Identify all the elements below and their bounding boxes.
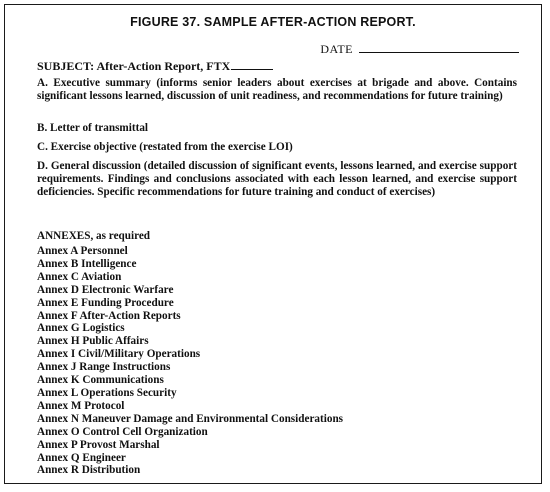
annex-item: Annex O Control Cell Organization [37,425,208,438]
date-line [320,42,519,57]
item-c: C. Exercise objective (restated from the exercise LOI) [37,141,293,153]
annex-item: Annex H Public Affairs [37,335,149,348]
annex-item: Annex F After-Action Reports [37,309,181,322]
annex-item: Annex I Civil/Military Operations [37,348,201,361]
item-b: B. Letter of transmittal [37,122,149,134]
annex-item: Annex A Personnel [37,245,128,257]
annex-item: Annex R Distribution [37,464,141,477]
annex-item: Annex N Maneuver Damage and Environmental Considerations [37,412,344,425]
annex-item: Annex M Protocol [37,399,125,412]
annex-item: Annex K Communications [37,374,164,387]
annex-list [37,245,517,477]
report-frame [4,4,542,484]
annexes-heading: ANNEXES, as required [37,230,151,242]
date-label: DATE [320,42,353,56]
item-a: A. Executive summary (informs senior leaders about exercises at brigade and above. Contains significant lessons learned, discussion of unit readiness, and recommendations for future training) [37,77,517,102]
figure-title: FIGURE 37. SAMPLE AFTER-ACTION REPORT. [130,15,416,29]
annex-item: Annex E Funding Procedure [37,296,174,309]
annex-item: Annex J Range Instructions [37,361,171,374]
annex-item: Annex B Intelligence [37,257,137,270]
date-blank [359,43,519,53]
annex-item: Annex L Operations Security [37,386,177,399]
annex-item: Annex C Aviation [37,270,122,283]
annex-item: Annex G Logistics [37,322,125,335]
subject-line [37,59,273,74]
subject-text: SUBJECT: After-Action Report, FTX [37,59,231,73]
item-d: D. General discussion (detailed discussion of significant events, lessons learned, and exercise support requirements. Findings and conclusions associated with each lesson learned, and exercise support deficiencies. Specific recommendations for future training and conduct of exercises) [37,160,517,198]
annex-item: Annex D Electronic Warfare [37,283,174,296]
annex-item: Annex P Provost Marshal [37,438,160,451]
annex-item: Annex Q Engineer [37,451,126,464]
subject-blank [231,61,273,70]
